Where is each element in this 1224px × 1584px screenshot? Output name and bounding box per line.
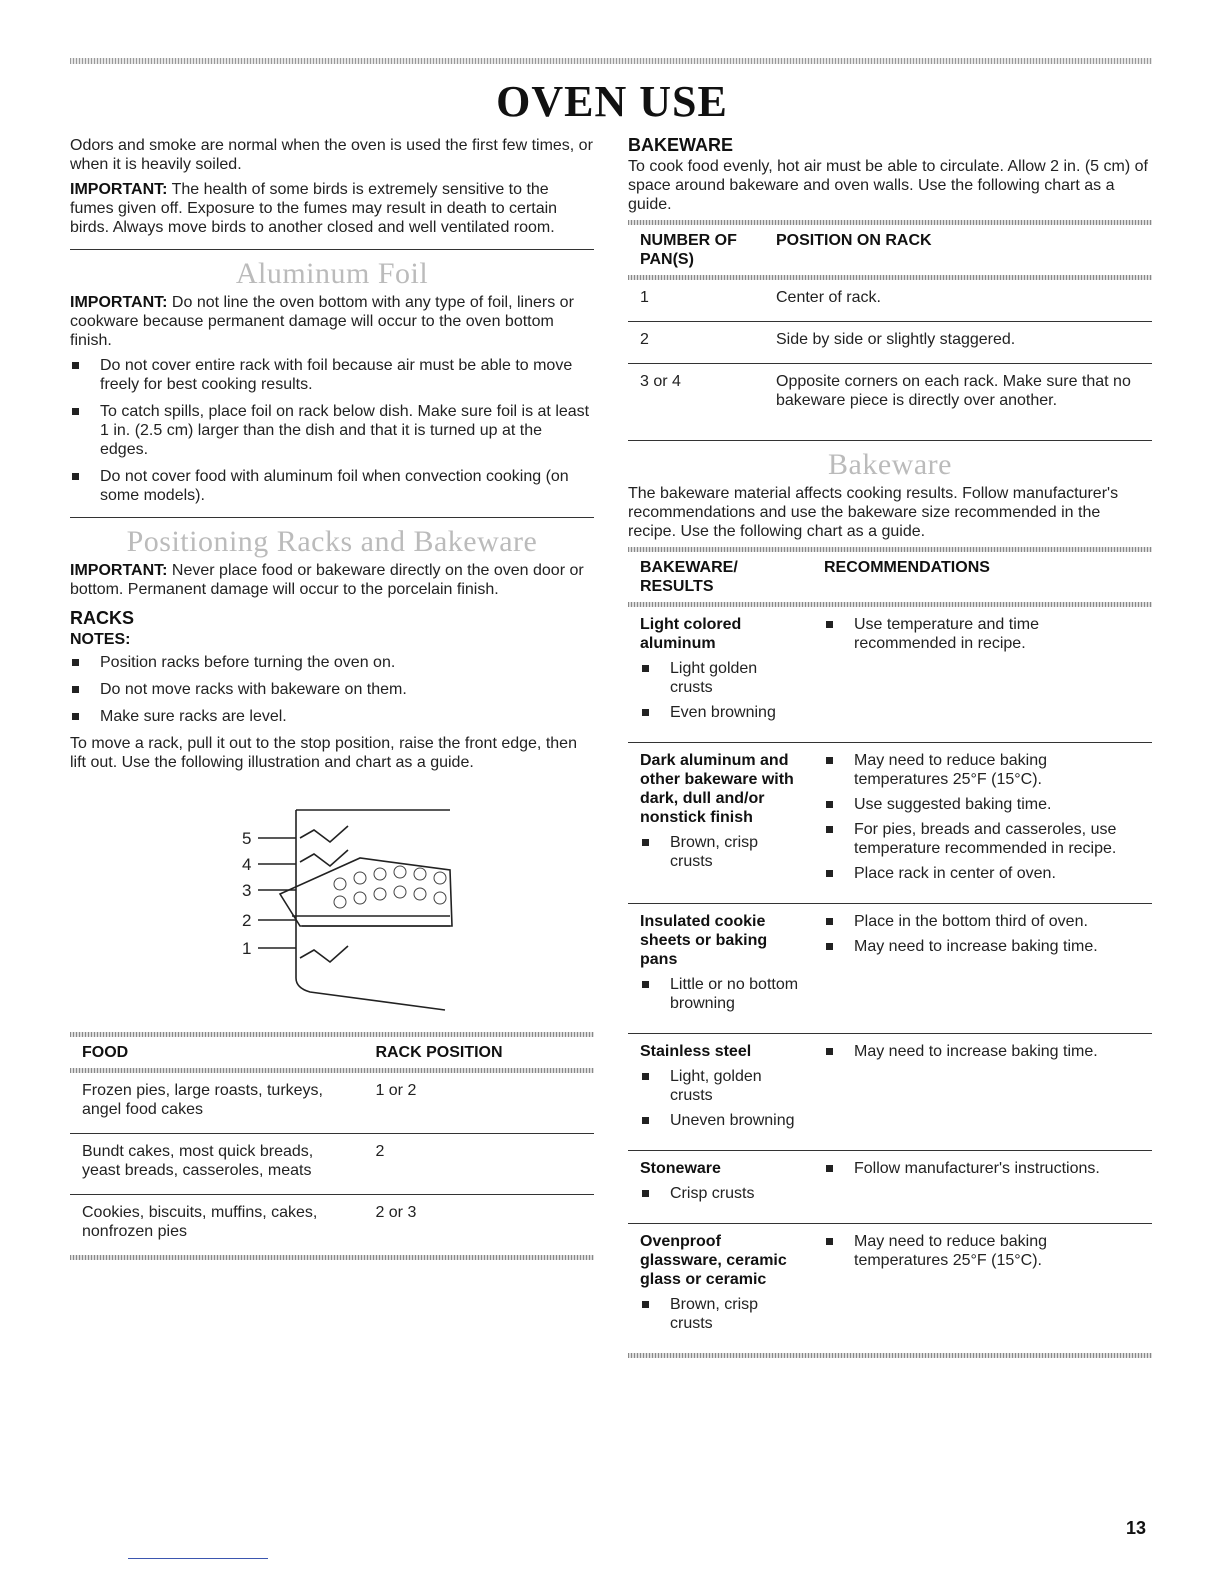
recommendation-item: Place rack in center of oven. [824, 864, 1140, 883]
list-item: Do not cover entire rack with foil because air must be able to move freely for best cooking results. [70, 356, 594, 394]
pan-count-cell: 3 or 4 [640, 373, 681, 390]
food-cell: Bundt cakes, most quick breads, yeast breads, casseroles, meats [70, 1134, 363, 1195]
notes-list [70, 653, 594, 726]
pan-position-table [628, 225, 1152, 424]
foil-bullet-list [70, 356, 594, 505]
food-rack-table [70, 1037, 594, 1255]
rack-position-illustration [240, 808, 540, 1018]
rack-label-2: 2 [242, 911, 252, 930]
table-header: POSITION ON RACK [776, 232, 932, 249]
table-row [628, 322, 1152, 364]
recommendation-cell [812, 1224, 1152, 1354]
rack-leader-lines [258, 838, 296, 948]
intro-text: Odors and smoke are normal when the oven is used the first few times, or when it is heavily soiled. [70, 137, 593, 173]
rack-instruction: To move a rack, pull it out to the stop position, raise the front edge, then lift out. Use the following illustration and chart as a guide. [70, 735, 577, 771]
bakeware-spacing-text: To cook food evenly, hot air must be able to circulate. Allow 2 in. (5 cm) of space around bakeware and oven walls. Use the following chart as a guide. [628, 158, 1148, 213]
result-item: Little or no bottom browning [640, 975, 800, 1013]
section-divider [70, 517, 594, 518]
list-item: Do not move racks with bakeware on them. [70, 680, 594, 699]
food-cell: Frozen pies, large roasts, turkeys, angel food cakes [70, 1073, 363, 1134]
bakeware-type-cell [628, 1151, 812, 1224]
oven-side-wall [296, 810, 445, 1010]
recommendation-item: For pies, breads and casseroles, use temperature recommended in recipe. [824, 820, 1140, 858]
recommendation-item: Follow manufacturer's instructions. [824, 1159, 1140, 1178]
table-row [628, 1224, 1152, 1354]
table-header: NUMBER OF PAN(S) [640, 232, 737, 268]
bakeware-type-cell [628, 904, 812, 1034]
result-item: Light, golden crusts [640, 1067, 800, 1105]
list-item: To catch spills, place foil on rack below dish. Make sure foil is at least 1 in. (2.5 cm) larger than the dish and that it is turned up at the edges. [70, 402, 594, 459]
rack-slot-4 [300, 850, 348, 866]
recommendation-cell [812, 1151, 1152, 1224]
rack-label-5: 5 [242, 829, 252, 848]
table-bottom-rule [628, 1353, 1152, 1358]
bakeware-material-heading: Bakeware [828, 448, 952, 481]
table-row [70, 1073, 594, 1134]
table-row [70, 1134, 594, 1195]
table-row [628, 280, 1152, 322]
rack-label-4: 4 [242, 855, 252, 874]
page-number: 13 [1126, 1518, 1147, 1538]
foil-important: IMPORTANT: Do not line the oven bottom with any type of foil, liners or cookware because permanent damage will occur to the oven bottom finish. [70, 294, 574, 349]
result-item: Light golden crusts [640, 659, 800, 697]
table-row [628, 364, 1152, 425]
rack-cell: 2 [363, 1134, 594, 1195]
bakeware-type-cell [628, 743, 812, 904]
table-row [628, 743, 1152, 904]
bakeware-name: Light colored aluminum [640, 616, 742, 652]
bakeware-name: Stoneware [640, 1160, 721, 1177]
list-item: Make sure racks are level. [70, 707, 594, 726]
right-column [628, 136, 1152, 1358]
rack-cell: 2 or 3 [375, 1204, 417, 1221]
recommendation-cell [812, 1034, 1152, 1151]
recommendation-cell [812, 904, 1152, 1034]
recommendation-cell [812, 743, 1152, 904]
top-dotted-rule [70, 58, 1152, 64]
racks-heading: RACKS [70, 608, 135, 628]
aluminum-foil-heading: Aluminum Foil [235, 257, 429, 290]
table-row [628, 1151, 1152, 1224]
table-bottom-rule [70, 1255, 594, 1260]
rack-slot-5 [300, 826, 348, 842]
list-item: Do not cover food with aluminum foil when convection cooking (on some models). [70, 467, 594, 505]
positioning-heading: Positioning Racks and Bakeware [126, 525, 538, 558]
table-row [628, 607, 1152, 743]
result-item: Uneven browning [640, 1111, 800, 1130]
recommendation-item: Use temperature and time recommended in recipe. [824, 615, 1140, 653]
cookie-pattern [334, 866, 446, 908]
recommendation-item: Place in the bottom third of oven. [824, 912, 1140, 931]
bakeware-spacing-heading: BAKEWARE [628, 135, 734, 155]
notes-heading: NOTES: [70, 631, 131, 648]
table-header: RACK POSITION [375, 1044, 503, 1061]
bakeware-name: Insulated cookie sheets or baking pans [640, 913, 768, 968]
rack-label-1: 1 [242, 939, 252, 958]
recommendation-item: Use suggested baking time. [824, 795, 1140, 814]
bakeware-material-table [628, 552, 1152, 1353]
bakeware-name: Dark aluminum and other bakeware with dark, dull and/or nonstick finish [640, 752, 794, 826]
position-cell: Opposite corners on each rack. Make sure that no bakeware piece is directly over another. [776, 373, 1131, 409]
recommendation-item: May need to reduce baking temperatures 25°F (15°C). [824, 1232, 1140, 1270]
rack-slot-1 [300, 946, 348, 962]
table-header: RECOMMENDATIONS [824, 559, 990, 576]
table-header: FOOD [82, 1044, 129, 1061]
bakeware-name: Ovenproof glassware, ceramic glass or ceramic [640, 1233, 787, 1288]
pan-count-cell: 1 [628, 280, 764, 322]
table-row [628, 904, 1152, 1034]
footer-line [128, 1558, 268, 1559]
recommendation-item: May need to reduce baking temperatures 25°F (15°C). [824, 751, 1140, 789]
section-divider [70, 249, 594, 250]
position-cell: Center of rack. [764, 280, 1152, 322]
rack-cell: 1 or 2 [363, 1073, 594, 1134]
pan-count-cell: 2 [628, 322, 764, 364]
page-title: OVEN USE [496, 77, 728, 126]
result-item: Even browning [640, 703, 800, 722]
positioning-important: IMPORTANT: Never place food or bakeware directly on the oven door or bottom. Permanent damage will occur to the porcelain finish. [70, 562, 584, 598]
result-item: Crisp crusts [640, 1184, 800, 1203]
recommendation-item: May need to increase baking time. [824, 1042, 1140, 1061]
bakeware-type-cell [628, 1034, 812, 1151]
result-item: Brown, crisp crusts [640, 1295, 800, 1333]
food-cell: Cookies, biscuits, muffins, cakes, nonfrozen pies [82, 1204, 318, 1240]
table-row [70, 1195, 594, 1256]
recommendation-item: May need to increase baking time. [824, 937, 1140, 956]
table-row [628, 1034, 1152, 1151]
left-column [70, 136, 594, 1260]
rack-label-3: 3 [242, 881, 252, 900]
recommendation-cell [812, 607, 1152, 743]
bakeware-material-text: The bakeware material affects cooking results. Follow manufacturer's recommendations and use the bakeware size recommended in the recipe. Use the following chart as a guide. [628, 485, 1119, 540]
table-header: BAKEWARE/ RESULTS [640, 559, 738, 595]
bakeware-type-cell [628, 1224, 812, 1354]
list-item: Position racks before turning the oven on. [70, 653, 594, 672]
result-item: Brown, crisp crusts [640, 833, 800, 871]
bakeware-name: Stainless steel [640, 1043, 752, 1060]
bakeware-type-cell [628, 607, 812, 743]
position-cell: Side by side or slightly staggered. [764, 322, 1152, 364]
intro-important: IMPORTANT: The health of some birds is extremely sensitive to the fumes given off. Exposure to the fumes may result in death to certain birds. Always move birds to another closed and well ventilated room. [70, 181, 558, 236]
section-divider [628, 440, 1152, 441]
